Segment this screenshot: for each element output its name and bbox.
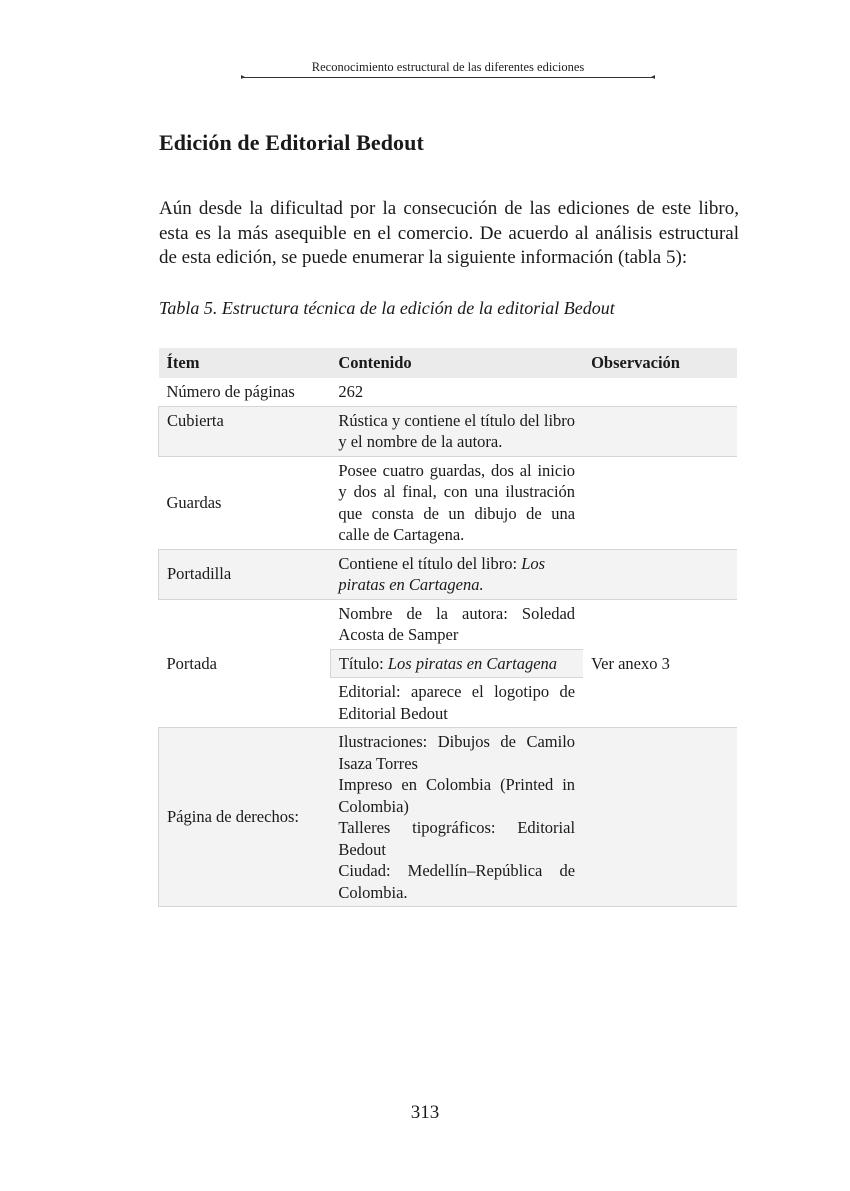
structure-table bbox=[158, 348, 737, 907]
table-row bbox=[159, 728, 738, 907]
running-head: Reconocimiento estructural de las diferentes ediciones bbox=[311, 60, 585, 74]
table-row bbox=[159, 549, 738, 599]
derechos-line: Impreso en Colombia (Printed in Colombia) bbox=[338, 775, 576, 816]
portadilla-title: Los piratas en Cartagena. bbox=[338, 553, 546, 594]
row-cubierta-observacion bbox=[583, 406, 737, 456]
row-portada-editorial: Editorial: aparece el logotipo de Editorial Bedout bbox=[338, 682, 576, 723]
header-item: Ítem bbox=[159, 348, 331, 378]
table-row bbox=[159, 378, 738, 406]
row-derechos-item: Página de derechos: bbox=[159, 728, 331, 907]
row-portadilla-observacion bbox=[583, 549, 737, 599]
table-caption: Tabla 5. Estructura técnica de la edición de la editorial Bedout bbox=[159, 298, 615, 318]
section-title: Edición de Editorial Bedout bbox=[159, 130, 424, 155]
row-guardas-item: Guardas bbox=[159, 456, 331, 549]
row-cubierta-item: Cubierta bbox=[159, 406, 331, 456]
table-row bbox=[159, 456, 738, 549]
derechos-line: Ciudad: Medellín–República de Colombia. bbox=[338, 861, 576, 902]
row-portada-item: Portada bbox=[159, 599, 331, 728]
row-portada-observacion: Ver anexo 3 bbox=[583, 599, 737, 728]
running-head-rule bbox=[242, 77, 654, 78]
row-guardas-observacion bbox=[583, 456, 737, 549]
derechos-line: Ilustraciones: Dibujos de Camilo Isaza Torres bbox=[338, 732, 576, 773]
body-paragraph: Aún desde la dificultad por la consecución de las ediciones de este libro, esta es la más asequible en el comercio. De acuerdo al análisis estructural de esta edición, se puede enumerar la siguiente información (tabla 5): bbox=[159, 198, 739, 268]
table-header-row bbox=[159, 348, 738, 378]
row-paginas-contenido: 262 bbox=[338, 382, 364, 401]
portada-titulo-label: Título: bbox=[338, 653, 388, 673]
portada-titulo-value: Los piratas en Cartagena bbox=[387, 653, 558, 673]
portadilla-text: Contiene el título del libro: bbox=[338, 553, 522, 573]
row-cubierta-contenido: Rústica y contiene el título del libro y el nombre de la autora. bbox=[330, 406, 583, 456]
page-number: 313 bbox=[410, 1102, 440, 1123]
header-observacion: Observación bbox=[583, 348, 737, 378]
row-paginas-observacion bbox=[583, 378, 737, 406]
row-derechos-contenido bbox=[330, 728, 583, 907]
table-row bbox=[159, 406, 738, 456]
row-portada-autora: Nombre de la autora: Soledad Acosta de Samper bbox=[330, 599, 583, 649]
row-derechos-observacion bbox=[583, 728, 737, 907]
row-portadilla-item: Portadilla bbox=[159, 549, 331, 599]
row-portadilla-contenido bbox=[330, 549, 583, 599]
header-contenido: Contenido bbox=[330, 348, 583, 378]
row-portada-titulo bbox=[330, 649, 583, 678]
derechos-line: Talleres tipográficos: Editorial Bedout bbox=[338, 818, 576, 859]
row-guardas-contenido: Posee cuatro guardas, dos al inicio y dos al final, con una ilustración que consta de un dibujo de una calle de Cartagena. bbox=[330, 456, 583, 549]
row-paginas-item: Número de páginas bbox=[166, 382, 295, 401]
table-row bbox=[159, 599, 738, 649]
